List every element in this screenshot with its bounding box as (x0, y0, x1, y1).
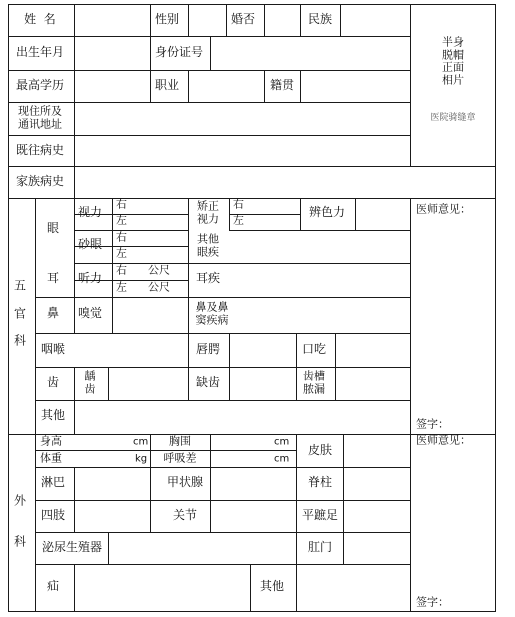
grid-line-vertical (495, 4, 496, 612)
name-label: 姓 名 (24, 12, 56, 27)
vision-left-label: 左 (116, 213, 127, 227)
surgery-doctor-opinion: 医师意见： (416, 433, 471, 447)
eye-label: 眼 (46, 221, 60, 236)
grid-line-vertical (150, 434, 151, 468)
weight-unit: kg (135, 453, 148, 465)
grid-line-horizontal (8, 102, 411, 103)
height-unit: cm (133, 436, 149, 448)
grid-line-vertical (264, 70, 265, 103)
anus-label: 肛门 (307, 540, 333, 555)
thyroid-label: 甲状腺 (166, 475, 204, 490)
ent-doctor-opinion: 医师意见： (416, 202, 471, 216)
grid-line-vertical (300, 198, 301, 231)
nose-label: 鼻 (46, 306, 60, 321)
ear-disease-label: 耳疾 (195, 271, 221, 286)
grid-line-horizontal (35, 297, 411, 298)
grid-line-vertical (343, 434, 344, 468)
flatfoot-label: 平蹠足 (301, 508, 339, 523)
grid-line-vertical (74, 467, 75, 533)
ethnicity-label: 民族 (307, 12, 333, 27)
grid-line-vertical (296, 564, 297, 612)
weight-label: 体重 (40, 451, 62, 465)
hernia-label: 疝 (46, 579, 60, 594)
grid-line-vertical (296, 333, 297, 401)
joints-label: 关节 (172, 508, 198, 523)
grid-line-vertical (229, 198, 230, 231)
grid-line-vertical (188, 333, 189, 401)
surgery-other-label: 其他 (259, 579, 285, 594)
surgery-section-label: 外 科 (13, 493, 27, 549)
ent-signature: 签字： (416, 417, 449, 431)
grid-line-vertical (296, 467, 297, 565)
grid-line-vertical (112, 297, 113, 334)
grid-line-vertical (226, 4, 227, 37)
grid-line-horizontal (8, 135, 411, 136)
vision-right-label: 右 (116, 197, 127, 211)
grid-line-vertical (74, 564, 75, 612)
ent-other-label: 其他 (40, 408, 66, 423)
grid-line-horizontal (35, 467, 411, 468)
grid-line-vertical (210, 36, 211, 71)
breath-diff-unit: cm (274, 453, 290, 465)
grid-line-vertical (210, 467, 211, 533)
grid-line-vertical (250, 564, 251, 612)
limbs-label: 四肢 (40, 508, 66, 523)
grid-line-vertical (264, 4, 265, 37)
throat-label: 咽喉 (40, 342, 66, 357)
height-label: 身高 (40, 434, 62, 448)
photo-label: 半身 脱帽 正面 相片 (442, 35, 464, 87)
marital-label: 婚否 (230, 12, 256, 27)
hearing-label: 听力 (77, 271, 103, 286)
stutter-label: 口吃 (301, 342, 327, 357)
grid-line-horizontal (35, 500, 411, 501)
chest-unit: cm (274, 436, 290, 448)
grid-line-horizontal (8, 4, 496, 5)
grid-line-horizontal (8, 198, 496, 199)
grid-line-vertical (150, 36, 151, 71)
grid-line-vertical (300, 70, 301, 103)
missing-teeth-label: 缺齿 (195, 375, 221, 390)
trachoma-label: 砂眼 (77, 237, 103, 252)
lymph-label: 淋巴 (40, 475, 66, 490)
trachoma-right-label: 右 (116, 230, 127, 244)
color-vision-label: 辨色力 (308, 205, 346, 220)
grid-line-vertical (150, 467, 151, 533)
surgery-signature: 签字： (416, 595, 449, 609)
gum-label: 齿槽 脓漏 (303, 369, 325, 395)
other-eye-label: 其他 眼疾 (197, 232, 219, 258)
corrected-left-label: 左 (233, 213, 244, 227)
grid-line-vertical (343, 467, 344, 565)
id-number-label: 身份证号 (154, 45, 204, 60)
grid-line-vertical (410, 4, 411, 167)
grid-line-vertical (35, 198, 36, 612)
grid-line-vertical (335, 333, 336, 401)
grid-line-vertical (296, 434, 297, 468)
birth-label: 出生年月 (15, 45, 65, 60)
hearing-left-label: 左 公尺 (116, 280, 170, 294)
grid-line-horizontal (8, 166, 496, 167)
smell-label: 嗅觉 (77, 306, 103, 321)
grid-line-vertical (188, 198, 189, 334)
corrected-right-label: 右 (233, 197, 244, 211)
breath-diff-label: 呼吸差 (163, 451, 197, 465)
grid-line-vertical (410, 198, 411, 612)
grid-line-horizontal (35, 400, 411, 401)
grid-line-vertical (74, 297, 75, 334)
sinus-label: 鼻及鼻 窦疾病 (195, 300, 229, 326)
trachoma-left-label: 左 (116, 246, 127, 260)
grid-line-vertical (74, 4, 75, 136)
native-place-label: 籍贯 (269, 78, 295, 93)
teeth-label: 齿 (46, 375, 60, 390)
grid-line-vertical (150, 70, 151, 103)
grid-line-vertical (188, 4, 189, 37)
grid-line-vertical (188, 70, 189, 103)
grid-line-vertical (108, 532, 109, 565)
grid-line-vertical (355, 198, 356, 231)
gender-label: 性别 (154, 12, 180, 27)
grid-line-vertical (74, 135, 75, 199)
family-history-label: 家族病史 (15, 174, 65, 189)
occupation-label: 职业 (154, 78, 180, 93)
grid-line-horizontal (8, 611, 496, 612)
grid-line-horizontal (229, 230, 411, 231)
past-history-label: 既往病史 (15, 143, 65, 158)
grid-line-horizontal (74, 230, 189, 231)
spine-label: 脊柱 (307, 475, 333, 490)
grid-line-horizontal (35, 333, 411, 334)
chest-label: 胸围 (169, 434, 191, 448)
grid-line-vertical (74, 198, 75, 298)
hearing-right-label: 右 公尺 (116, 263, 170, 277)
skin-label: 皮肤 (307, 443, 333, 458)
urogenital-label: 泌尿生殖器 (41, 540, 103, 555)
grid-line-horizontal (35, 367, 411, 368)
grid-line-vertical (229, 333, 230, 401)
grid-line-horizontal (35, 532, 411, 533)
cleft-label: 唇腭 (195, 342, 221, 357)
corrected-vision-label: 矫正 视力 (197, 199, 219, 225)
caries-label: 龋 齿 (84, 369, 96, 395)
grid-line-vertical (74, 400, 75, 435)
grid-line-vertical (112, 198, 113, 298)
address-label: 现住所及 通讯地址 (18, 104, 62, 130)
grid-line-horizontal (35, 564, 411, 565)
grid-line-vertical (210, 434, 211, 468)
vision-label: 视力 (77, 205, 103, 220)
grid-line-vertical (74, 367, 75, 401)
ent-section-label: 五 官 科 (13, 278, 27, 348)
ear-label: 耳 (46, 271, 60, 286)
grid-line-horizontal (188, 263, 411, 264)
grid-line-vertical (108, 367, 109, 401)
grid-line-vertical (300, 4, 301, 37)
photo-stamp: 医院骑缝章 (430, 112, 476, 123)
grid-line-vertical (8, 4, 9, 612)
grid-line-vertical (340, 4, 341, 37)
grid-line-vertical (150, 4, 151, 37)
education-label: 最高学历 (15, 78, 65, 93)
